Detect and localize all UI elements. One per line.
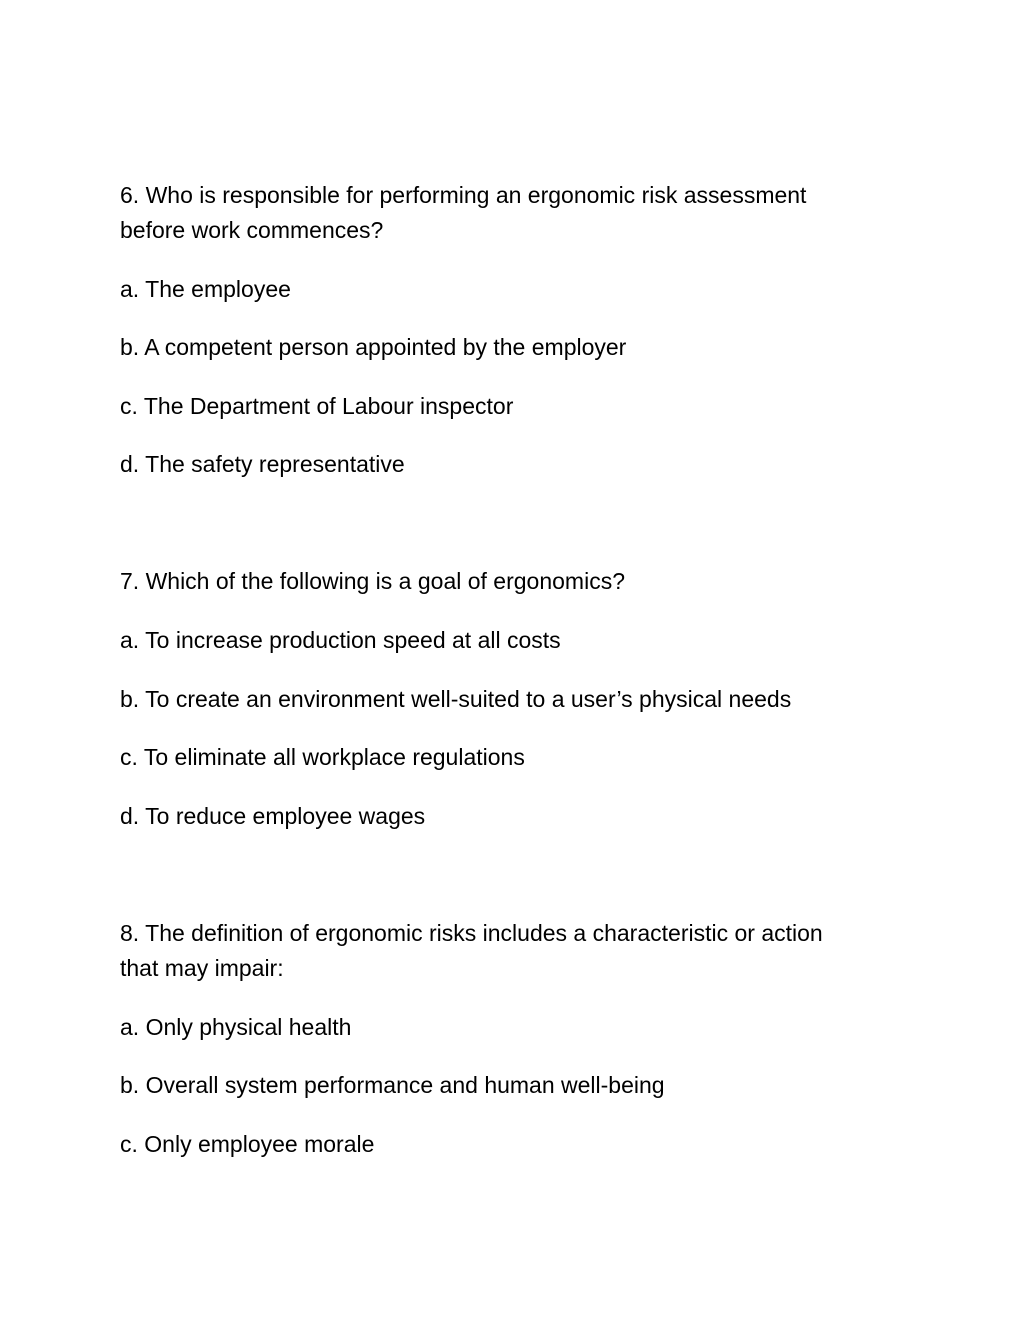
- question-7-option-a: a. To increase production speed at all costs: [120, 627, 561, 653]
- question-7-option-c: c. To eliminate all workplace regulations: [120, 744, 525, 770]
- question-8-text-line-2: that may impair:: [120, 955, 284, 981]
- question-6-option-b: b. A competent person appointed by the employer: [120, 334, 627, 360]
- question-7-option-d: d. To reduce employee wages: [120, 803, 426, 829]
- question-7-option-b: b. To create an environment well-suited to a user’s physical needs: [120, 686, 792, 712]
- question-8-option-b: b. Overall system performance and human well-being: [120, 1072, 665, 1098]
- question-8-text-line-1: 8. The definition of ergonomic risks includes a characteristic or action: [120, 920, 823, 946]
- question-6-text-line-2: before work commences?: [120, 217, 384, 243]
- question-6-text-line-1: 6. Who is responsible for performing an ergonomic risk assessment: [120, 182, 807, 208]
- question-6-option-d: d. The safety representative: [120, 451, 405, 477]
- question-8-option-a: a. Only physical health: [120, 1014, 352, 1040]
- question-6-option-a: a. The employee: [120, 276, 291, 302]
- question-7-text-line-1: 7. Which of the following is a goal of ergonomics?: [120, 568, 625, 594]
- question-6-option-c: c. The Department of Labour inspector: [120, 393, 514, 419]
- question-8-option-c: c. Only employee morale: [120, 1131, 375, 1157]
